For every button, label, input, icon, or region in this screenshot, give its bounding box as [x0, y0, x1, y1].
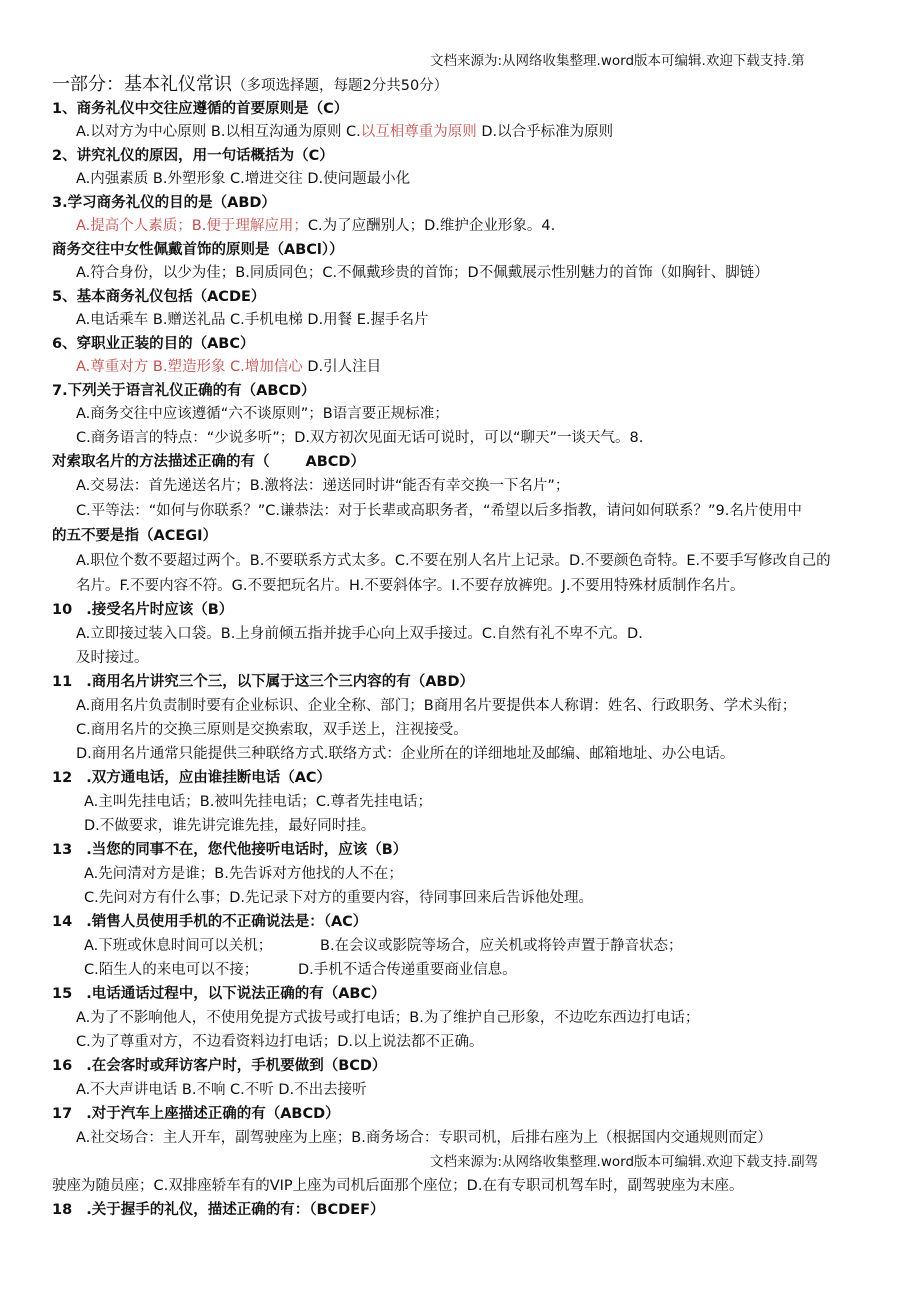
answer-line: C.商用名片的交换三原则是交换索取，双手送上，注视接受。: [76, 722, 468, 738]
question-1: 1、商务礼仪中交往应遵循的首要原则是（C）: [52, 101, 349, 117]
answer-line: A.内强素质 B.外塑形象 C.增进交往 D.使问题最小化: [76, 171, 411, 187]
question-17: 17 .对于汽车上座描述正确的有（ABCD）: [52, 1106, 340, 1122]
section-heading: [52, 74, 448, 97]
question-8: 对索取名片的方法描述正确的有（ ABCD）: [52, 454, 365, 470]
answer-line: 及时接过。: [76, 650, 149, 666]
answer-line: A.电话乘车 B.赠送礼品 C.手机电梯 D.用餐 E.握手名片: [76, 312, 429, 328]
answer-line: C.陌生人的来电可以不接；: [84, 962, 259, 978]
answer-line: C.商务语言的特点：“少说多听”；D.双方初次见面无话可说时，可以“聊天”一谈天气。8.: [76, 430, 644, 446]
question-9: 的五不要是指（ACEGI）: [52, 528, 218, 544]
answer-line: C.平等法：“如何与你联系？”C.谦恭法：对于长辈或高职务者，“希望以后多指教，请问如何联系？”9.名片使用中: [76, 503, 802, 519]
answer-line: A.交易法：首先递送名片；B.激将法：递送同时讲“能否有幸交换一下名片”；: [76, 478, 570, 494]
question-3: 3.学习商务礼仪的目的是（ABD）: [52, 195, 276, 211]
question-10: 10 .接受名片时应该（B）: [52, 602, 234, 618]
question-5: 5、基本商务礼仪包括（ACDE）: [52, 289, 266, 305]
question-12: 12 .双方通电话，应由谁挂断电话（AC）: [52, 770, 332, 786]
answer-line: A.商务交往中应该遵循“六不谈原则”；B语言要正规标准；: [76, 406, 449, 422]
answer-line: D.不做要求，谁先讲完谁先挂，最好同时挂。: [84, 818, 376, 834]
answer-line: A.不大声讲电话 B.不响 C.不听 D.不出去接听: [76, 1082, 367, 1098]
answer-line: A.尊重对方 B.塑造形象 C.增加信心 D.引人注目: [76, 359, 382, 375]
source-note-top: 文档来源为:从网络收集整理.word版本可编辑.欢迎下载支持.第: [430, 53, 805, 69]
answer-line: D.手机不适合传递重要商业信息。: [298, 962, 517, 978]
section-title: 一部分：基本礼仪常识: [52, 74, 232, 95]
answer-line: C.先问对方有什么事；D.先记录下对方的重要内容，待同事回来后告诉他处理。: [84, 890, 594, 906]
question-16: 16 .在会客时或拜访客户时，手机要做到（BCD）: [52, 1058, 387, 1074]
answer-line: A.为了不影响他人，不使用免提方式拔号或打电话；B.为了维护自己形象，不边吃东西边打电话；: [76, 1010, 700, 1026]
question-2: 2、讲究礼仪的原因，用一句话概括为（C）: [52, 148, 334, 164]
question-13: 13 .当您的同事不在，您代他接听电话时，应该（B）: [52, 842, 408, 858]
question-4: 商务交往中女性佩戴首饰的原则是（ABCl））: [52, 242, 344, 258]
answer-line: 名片。F.不要内容不符。G.不要把玩名片。H.不要斜体字。I.不要存放裤兜。J.不要用特殊材质制作名片。: [76, 578, 745, 594]
answer-line: A.下班或休息时间可以关机；: [84, 938, 273, 954]
answer-line: A.以对方为中心原则 B.以相互沟通为原则 C.以互相尊重为原则 D.以合乎标准为原则: [76, 124, 614, 140]
answer-line: A.职位个数不要超过两个。B.不要联系方式太多。C.不要在别人名片上记录。D.不要颜色奇特。E.不要手写修改自己的: [76, 553, 831, 569]
answer-line: A.先问清对方是谁；B.先告诉对方他找的人不在；: [84, 866, 403, 882]
question-7: 7.下列关于语言礼仪正确的有（ABCD）: [52, 383, 316, 399]
answer-line: 驶座为随员座；C.双排座轿车有的VIP上座为司机后面那个座位；D.在有专职司机驾车时，副驾驶座为末座。: [52, 1178, 744, 1194]
answer-line: A.社交场合：主人开车，副驾驶座为上座；B.商务场合：专职司机，后排右座为上（根据国内交通规则而定）: [76, 1130, 772, 1146]
answer-line: A.提高个人素质；B.便于理解应用；C.为了应酬别人；D.维护企业形象。4.: [76, 218, 556, 234]
answer-line: A.商用名片负责制时要有企业标识、企业全称、部门；B商用名片要提供本人称谓：姓名、行政职务、学术头衔；: [76, 698, 797, 714]
question-15: 15 .电话通话过程中，以下说法正确的有（ABC）: [52, 986, 386, 1002]
answer-line: A.立即接过装入口袋。B.上身前倾五指并拢手心向上双手接过。C.自然有礼不卑不亢。D.: [76, 626, 643, 642]
answer-line: A.符合身份，以少为佳；B.同质同色；C.不佩戴珍贵的首饰；D不佩戴展示性别魅力的首饰（如胸针、脚链）: [76, 265, 769, 281]
answer-line: A.主叫先挂电话；B.被叫先挂电话；C.尊者先挂电话；: [84, 794, 433, 810]
source-note-bottom: 文档来源为:从网络收集整理.word版本可编辑.欢迎下载支持.副驾: [430, 1154, 819, 1170]
answer-line: B.在会议或影院等场合，应关机或将铃声置于静音状态；: [320, 938, 683, 954]
question-6: 6、穿职业正装的目的（ABC）: [52, 336, 255, 352]
answer-line: D.商用名片通常只能提供三种联络方式.联络方式：企业所在的详细地址及邮编、邮箱地址、办公电话。: [76, 746, 735, 762]
question-18: 18 .关于握手的礼仪，描述正确的有：（BCDEF）: [52, 1202, 385, 1218]
answer-line: C.为了尊重对方，不边看资料边打电话；D.以上说法都不正确。: [76, 1034, 484, 1050]
question-14: 14 .销售人员使用手机的不正确说法是：（AC）: [52, 914, 368, 930]
section-subtitle: （多项选择题，每题2分共50分）: [232, 78, 449, 94]
question-11: 11 .商用名片讲究三个三，以下属于这三个三内容的有（ABD）: [52, 674, 475, 690]
